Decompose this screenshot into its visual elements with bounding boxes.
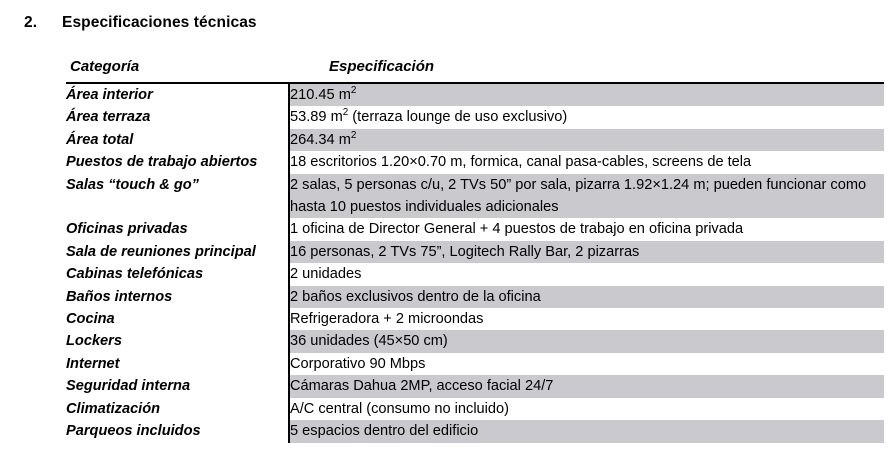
cell-especificacion: 18 escritorios 1.20×0.70 m, formica, canal pasa-cables, screens de tela [289,151,884,173]
cell-especificacion: 5 espacios dentro del edificio [289,420,884,442]
cell-categoria: Sala de reuniones principal [66,241,289,263]
cell-especificacion: 53.89 $m^2$ (terraza lounge de uso exclusivo) [289,106,884,128]
cell-especificacion: Refrigeradora + 2 microondas [289,308,884,330]
table-row [66,375,884,397]
cell-categoria: Seguridad interna [66,375,289,397]
cell-especificacion: 2 unidades [289,263,884,285]
cell-especificacion: 36 unidades (45×50 cm) [289,330,884,352]
cell-categoria: Oficinas privadas [66,218,289,240]
cell-categoria: Climatización [66,398,289,420]
cell-especificacion: 1 oficina de Director General + 4 puestos de trabajo en oficina privada [289,218,884,240]
table-row [66,420,884,442]
cell-categoria: Salas “touch & go” [66,174,289,219]
table-header [66,57,884,83]
cell-categoria: Baños internos [66,286,289,308]
table-row [66,353,884,375]
cell-categoria: Área total [66,129,289,151]
table-row [66,308,884,330]
specifications-table [66,57,884,443]
section-heading [24,14,257,32]
table-header-row [66,57,884,83]
cell-especificacion: Corporativo 90 Mbps [289,353,884,375]
table-body [66,83,884,443]
column-header-categoria: Categoría [66,57,289,83]
cell-categoria: Área interior [66,83,289,106]
cell-especificacion: 16 personas, 2 TVs 75”, Logitech Rally Bar, 2 pizarras [289,241,884,263]
cell-especificacion: 2 salas, 5 personas c/u, 2 TVs 50” por sala, pizarra 1.92×1.24 m; pueden funcionar como hasta 10 puestos individuales adicionales [289,174,884,219]
table-row [66,218,884,240]
table-row [66,241,884,263]
column-header-especificacion: Especificación [289,57,884,83]
cell-categoria: Puestos de trabajo abiertos [66,151,289,173]
cell-categoria: Lockers [66,330,289,352]
table-row [66,129,884,151]
table-row [66,263,884,285]
cell-especificacion: 264.34 $m^2$ [289,129,884,151]
cell-especificacion: A/C central (consumo no incluido) [289,398,884,420]
table-row [66,174,884,219]
cell-categoria: Parqueos incluidos [66,420,289,442]
table-row [66,286,884,308]
section-number: 2. [24,14,38,31]
cell-categoria: Área terraza [66,106,289,128]
table-row [66,398,884,420]
cell-categoria: Internet [66,353,289,375]
cell-especificacion: 210.45 $m^2$ [289,83,884,106]
cell-categoria: Cocina [66,308,289,330]
table-row [66,106,884,128]
table-row [66,83,884,106]
page-title: Especificaciones técnicas [62,14,257,31]
table-row [66,330,884,352]
cell-categoria: Cabinas telefónicas [66,263,289,285]
cell-especificacion: 2 baños exclusivos dentro de la oficina [289,286,884,308]
table-row [66,151,884,173]
cell-especificacion: Cámaras Dahua 2MP, acceso facial 24/7 [289,375,884,397]
